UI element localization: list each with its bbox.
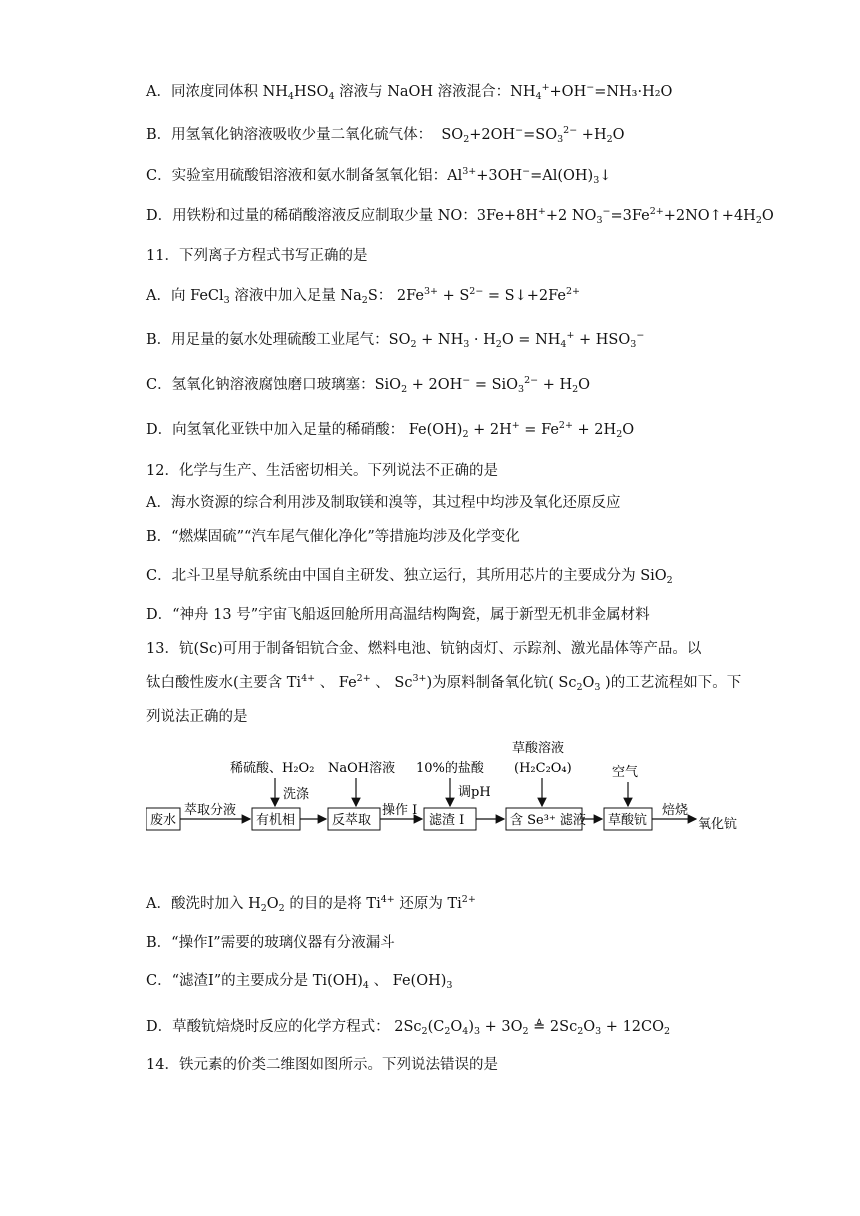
q10-option-a: A．同浓度同体积 $NH_4HSO_4$ 溶液与 NaOH 溶液混合：$NH_4^++OH^-=NH_3\cdot H_2O$ [146, 82, 673, 102]
q10-option-d: D．用铁粉和过量的稀硝酸溶液反应制取少量 NO：3Fe+8H++2 $NO_3^-=3Fe^{2+}+2NO↑+4H_2O$ [146, 206, 774, 226]
q13-stem-line3: 列说法正确的是 [146, 709, 248, 725]
q13-option-a: A．酸洗时加入 $H_2O_2$ 的目的是将 $Ti^{4+}$ 还原为 $Ti^{2+}$ [146, 894, 476, 914]
process-flow-diagram [146, 738, 746, 838]
box-scandium-oxalate-label: 草酸钪 [608, 813, 648, 828]
q11-option-b: B．用足量的氨水处理硫酸工业尾气：$SO_2 + NH_3 \cdot H_2O = NH_4^+ + HSO_3^-$ [146, 330, 645, 350]
q12-option-c: C．北斗卫星导航系统由中国自主研发、独立运行，其所用芯片的主要成分为 SiO$_2$ [146, 568, 673, 586]
q10-option-c: C．实验室用硫酸铝溶液和氨水制备氢氧化铝：$Al^{3+}+3OH^-=Al(OH)_3↓$ [146, 166, 612, 186]
q10-option-b: B．用氢氧化钠溶液吸收少量二氧化硫气体： $SO_2+2OH^-=SO_3^{2-} +H_2O$ [146, 125, 625, 145]
box-back-extraction-label: 反萃取 [332, 813, 372, 828]
q13-option-b: B．“操作Ⅰ”需要的玻璃仪器有分液漏斗 [146, 935, 395, 951]
q11-option-a: A．向 FeCl$_3$ 溶液中加入足量 $Na_2S$： $2Fe^{3+} + S^{2-}$ = $S↓+2Fe^{2+}$ [146, 286, 580, 306]
q14-stem: 14．铁元素的价类二维图如图所示。下列说法错误的是 [146, 1057, 498, 1073]
reagent-oxalic-formula: (H₂C₂O₄) [514, 761, 572, 776]
reagent-naoh: NaOH溶液 [328, 761, 396, 776]
q13-stem-line2: 钛白酸性废水(主要含 $Ti^{4+}$ 、 $Fe^{2+}$ 、 $Sc^{3+}$)为原料制备氧化钪( $Sc_2O_3$ )的工艺流程如下。下 [146, 673, 742, 693]
reagent-air: 空气 [612, 765, 639, 780]
label-operation-1: 操作 Ⅰ [382, 803, 418, 818]
box-filter-residue-label: 滤渣 Ⅰ [429, 813, 465, 828]
q11-option-c: C．氢氧化钠溶液腐蚀磨口玻璃塞：$SiO_2 + 2OH^- = SiO_3^{2-} + H_2O$ [146, 375, 591, 395]
label-wash: 洗涤 [283, 787, 310, 802]
q12-option-d: D．“神舟 13 号”宇宙飞船返回舱所用高温结构陶瓷，属于新型无机非金属材料 [146, 607, 650, 623]
q13-option-c: C．“滤渣Ⅰ”的主要成分是 $Ti(OH)_4$ 、 $Fe(OH)_3$ [146, 973, 453, 991]
label-roast: 焙烧 [662, 803, 689, 818]
reagent-oxalic-acid: 草酸溶液 [512, 741, 565, 756]
q13-stem-line1: 13．钪(Sc)可用于制备铝钪合金、燃料电池、钪钠卤灯、示踪剂、激光晶体等产品。以 [146, 641, 702, 657]
box-wastewater-label: 废水 [150, 813, 177, 828]
final-product: 氧化钪 [698, 817, 738, 832]
q13-option-d: D．草酸钪焙烧时反应的化学方程式： $2Sc_2(C_2O_4)_3 + 3O_2$ ≜ $2Sc_2O_3 + 12CO_2$ [146, 1019, 671, 1037]
flow-svg [146, 738, 746, 838]
label-extract: 萃取分液 [184, 803, 237, 818]
label-adjust-ph: 调pH [458, 785, 491, 800]
box-organic-phase-label: 有机相 [256, 813, 296, 828]
q12-option-b: B．“燃煤固硫”“汽车尾气催化净化”等措施均涉及化学变化 [146, 529, 520, 545]
box-filtrate-label: 含 Se³⁺ 滤液 [510, 813, 586, 828]
q11-option-d: D．向氢氧化亚铁中加入足量的稀硝酸： $Fe(OH)_2 + 2H^+ = Fe^{2+} + 2H_2O$ [146, 420, 635, 440]
q12-stem: 12．化学与生产、生活密切相关。下列说法不正确的是 [146, 463, 498, 479]
q11-stem: 11．下列离子方程式书写正确的是 [146, 248, 368, 264]
reagent-acid-peroxide: 稀硫酸、H₂O₂ [230, 761, 315, 776]
q12-option-a: A．海水资源的综合利用涉及制取镁和溴等，其过程中均涉及氧化还原反应 [146, 495, 621, 511]
reagent-hcl: 10%的盐酸 [416, 761, 484, 776]
